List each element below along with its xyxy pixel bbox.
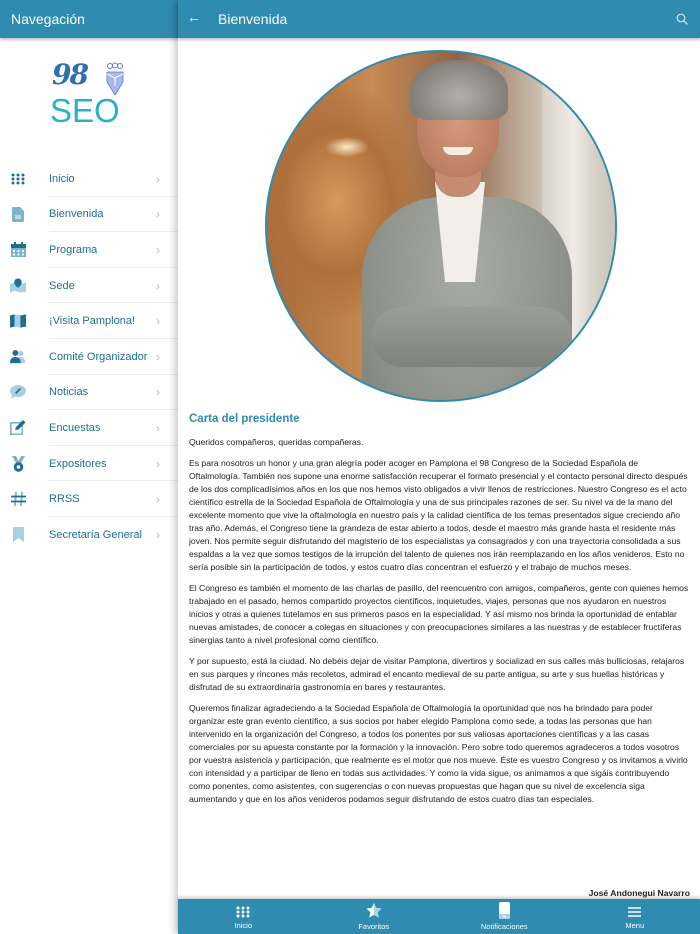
menu-item-secretaria-general[interactable] (0, 517, 178, 553)
drawer-title: Navegación (0, 0, 178, 38)
users-icon (10, 349, 26, 365)
menu-item-comite-organizador[interactable] (0, 339, 178, 375)
grid-icon (235, 904, 251, 920)
bookmark-icon (10, 527, 26, 543)
hamburger-icon (627, 904, 643, 920)
phone-icon (496, 903, 512, 919)
menu-item-label: Noticias (49, 386, 89, 399)
tab-label: Favoritos (358, 921, 390, 931)
chevron-right-icon: › (156, 527, 160, 542)
menu-item-rrss[interactable] (0, 481, 178, 517)
chevron-right-icon: › (156, 385, 160, 400)
menu-item-noticias[interactable] (0, 375, 178, 411)
chevron-right-icon: › (156, 171, 160, 186)
menu-item-label: Sede (49, 279, 75, 292)
letter-paragraph: Queridos compañeros, queridas compañeras. (189, 437, 364, 447)
letter-paragraph: Y por supuesto, está la ciudad. No debéis dejar de visitar Pamplona, divertiros y socializad en sus calles más bulliciosas, relajaros en sus parques y rincones más recoletos, admirad el encanto medieval de su parte antigua, su arte y sus huellas históricas y disfrutad de su extraordinaria gastronomía en bares y restaurantes. (189, 656, 685, 692)
letter-paragraph: El Congreso es también el momento de las charlas de pasillo, del reencuentro con amigos, compañeros, gente con quienes hemos trabajado en el pasado, hemos compartido proyectos científicos, inquietudes, viajes, personas que nos ayudaron en nuestros inicios y otras a quienes tutelamos en sus primeros pasos en la especialidad. Y así mismo nos brinda la oportunidad de entablar nuevas amistades, de conocer a colegas en situaciones y con preocupaciones similares a las nuestras y de establecer fructíferas sinergias tanto a nivel profesional como científico. (189, 583, 689, 645)
chevron-right-icon: › (156, 492, 160, 507)
chevron-right-icon: › (156, 278, 160, 293)
letter-paragraph: Queremos finalizar agradeciendo a la Sociedad Española de Oftalmología la oportunidad que nos ha brindado para poder organizar este gran evento científico, a sus socios por haber elegido Pamplona como sede, a todas las personas que han intervenido en la organización del Congreso, a todos los ponentes por sus valiosas aportaciones científicas y a las casas comerciales por su apuesta constante por la formación y la innovación. Pero sobre todo queremos agradeceros a todos vosotros por vuestra asistencia y participación, que realmente es el motor que nos mueve. Éste es vuestro Congreso y os invitamos a vivirlo con intensidad y a participar de lleno en todas sus actividades. Y como la vida sigue, os animamos a que sigáis contribuyendo como ponentes, como asistentes, con sugerencias o con nuevas propuestas que hagan que su nivel de excelencia siga aumentando y que en los años venideros podamos seguir disfrutando de estos cuatro días tan especiales. (189, 703, 688, 804)
chevron-right-icon: › (156, 314, 160, 329)
hashtag-icon (10, 491, 26, 507)
menu-item-label: RRSS (49, 493, 80, 506)
menu-item-bienvenida[interactable] (0, 197, 178, 233)
tab-favoritos[interactable] (309, 899, 440, 934)
chevron-right-icon: › (156, 207, 160, 222)
back-arrow-icon[interactable]: ← (187, 9, 201, 25)
tab-menu[interactable] (570, 899, 700, 934)
medal-icon (10, 456, 26, 472)
tab-inicio[interactable] (178, 899, 309, 934)
logo-number: 98 (52, 58, 87, 91)
menu-item-label: Encuestas (49, 421, 101, 434)
chevron-right-icon: › (156, 349, 160, 364)
tab-label: Notificaciones (480, 921, 528, 931)
navigation-drawer (0, 0, 178, 934)
letter-signature: José Andonegui Navarro (588, 888, 690, 898)
drawer-menu (0, 161, 178, 553)
chevron-right-icon: › (156, 420, 160, 435)
star-icon (366, 903, 382, 919)
edit-icon (10, 420, 26, 436)
president-letter (189, 413, 690, 814)
menu-item-visita-pamplona[interactable] (0, 303, 178, 339)
page-title: Bienvenida (218, 11, 288, 27)
logo-text: SEO (50, 92, 120, 129)
document-icon (10, 206, 26, 222)
main-panel (178, 0, 700, 934)
menu-item-label: Comité Organizador (49, 350, 148, 363)
menu-item-encuestas[interactable] (0, 410, 178, 446)
menu-item-label: Bienvenida (49, 208, 104, 221)
president-portrait (265, 50, 617, 402)
menu-item-label: Secretaría General (49, 528, 142, 541)
menu-item-label: Programa (49, 243, 98, 256)
tab-notificaciones[interactable] (439, 899, 570, 934)
tab-label: Inicio (234, 920, 252, 930)
map-icon (10, 313, 26, 329)
menu-item-programa[interactable] (0, 232, 178, 268)
calendar-icon (10, 242, 26, 258)
letter-paragraph: Es para nosotros un honor y una gran alegría poder acoger en Pamplona el 98 Congreso de la Sociedad Española de Oftalmología. También nos supone una enorme satisfacción recuperar el formato presencial y el contacto personal directo después de los dos complicadísimos años en los que nos hemos visto obligados a vivir llenos de restricciones. Nuestro Congreso es el acto científico estrella de la Sociedad Española de Oftalmología y una de sus principales razones de ser. Su nivel va de la mano del excelente momento que vive la oftalmología en nuestro país y la calidad científica de los temas presentados sigue creciendo año tras año. Además, el Congreso tiene la grandeza de estar abierto a todos, desde el maestro más grande hasta el residente más joven. Nos permite seguir disfrutando del magisterio de los especialistas ya consagrados y con una trayectoria consolidada a sus espaldas a la vez que somos testigos de la irrupción del talento de quienes nos irán reemplazando en los años venideros. Esto no sería posible sin la participación de todos, y estos cuatro días concentran el esfuerzo y el trabajo de muchos meses. (189, 458, 688, 572)
grid-icon (10, 171, 26, 187)
chat-bubble-icon (10, 384, 26, 400)
chevron-right-icon: › (156, 456, 160, 471)
tab-label: Menu (625, 920, 645, 930)
menu-item-sede[interactable] (0, 268, 178, 304)
map-pin-icon (10, 278, 26, 294)
menu-item-expositores[interactable] (0, 446, 178, 482)
menu-item-label: Inicio (49, 172, 75, 185)
scroll-content[interactable] (178, 38, 700, 899)
chevron-right-icon: › (156, 242, 160, 257)
letter-heading: Carta del presidente (189, 413, 300, 425)
congress-logo (50, 58, 130, 134)
search-icon[interactable] (676, 13, 688, 25)
page-header (178, 0, 700, 38)
crest-icon (104, 62, 126, 96)
bottom-tab-bar (178, 899, 700, 934)
menu-item-inicio[interactable] (0, 161, 178, 197)
menu-item-label: ¡Visita Pamplona! (49, 315, 136, 328)
menu-item-label: Expositores (49, 457, 107, 470)
